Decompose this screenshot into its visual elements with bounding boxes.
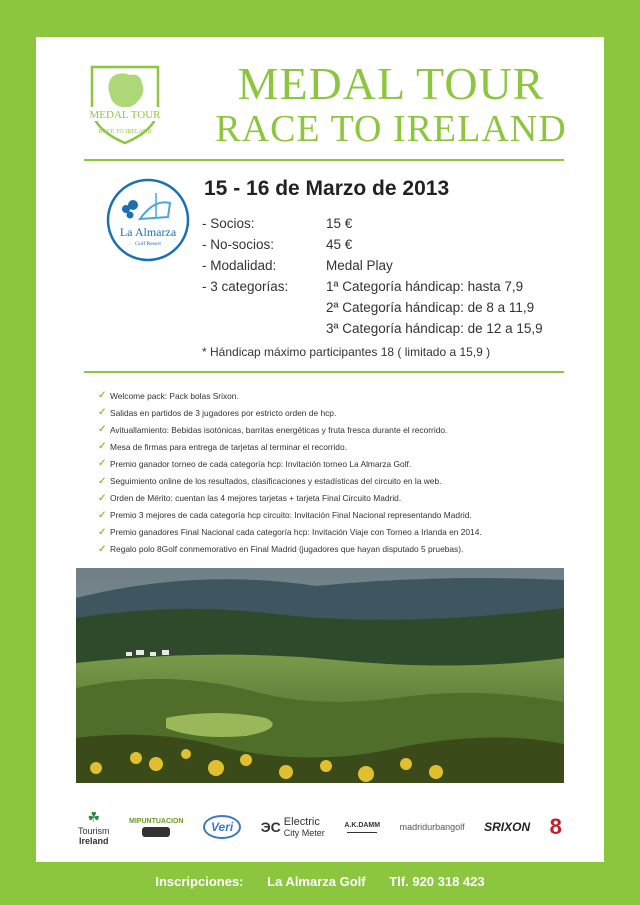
info-value: 1ª Categoría hándicap: hasta 7,9 xyxy=(326,279,524,294)
event-date: 15 - 16 de Marzo de 2013 xyxy=(204,177,450,200)
list-item: ✓ Premio ganador torneo de cada categoría hcp: Invitación torneo La Almarza Golf. xyxy=(98,458,412,470)
check-icon: ✓ xyxy=(98,407,107,419)
page-title xyxy=(186,58,596,150)
benefits-list xyxy=(98,387,482,558)
info-value: 15 € xyxy=(326,216,353,231)
srixon-logo: SRIXON xyxy=(484,820,531,834)
check-icon: ✓ xyxy=(98,441,107,453)
logo-text-top: MEDAL TOUR xyxy=(89,109,161,121)
check-icon: ✓ xyxy=(98,458,107,470)
madrid-urban-golf-logo: madridurbangolf xyxy=(399,822,465,832)
check-icon: ✓ xyxy=(98,424,107,436)
check-icon: ✓ xyxy=(98,492,107,504)
info-key: - Socios: xyxy=(202,216,255,231)
check-icon: ✓ xyxy=(98,543,107,555)
footer-bar xyxy=(0,874,640,889)
golf-course-photo xyxy=(76,568,564,783)
footer-label: Inscripciones: xyxy=(155,874,244,889)
list-item: ✓ Seguimiento online de los resultados, clasificaciones y estadísticas del circuito en la web. xyxy=(98,475,442,487)
handicap-note: * Hándicap máximo participantes 18 ( limitado a 15,9 ) xyxy=(202,345,491,359)
flyer-card xyxy=(36,37,604,862)
ak-damm-logo: A.K.DAMM xyxy=(344,822,380,833)
info-key: - No-socios: xyxy=(202,237,275,252)
mipuntuacion-logo: MIPUNTUACION xyxy=(129,818,183,837)
8golf-logo: 8 xyxy=(549,814,562,839)
info-row xyxy=(202,213,543,234)
info-row xyxy=(202,297,543,318)
list-item: ✓ Premio ganadores Final Nacional cada categoría hcp: Invitación Viaje con Torneo a Irlanda en 2014. xyxy=(98,526,482,538)
list-item: ✓ Premio 3 mejores de cada categoría hcp circuito: Invitación Final Nacional representando Madrid. xyxy=(98,509,472,521)
footer-phone: Tlf. 920 318 423 xyxy=(389,874,485,889)
info-row xyxy=(202,318,543,339)
medal-tour-logo xyxy=(82,57,168,149)
info-row xyxy=(202,234,543,255)
info-key: - 3 categorías: xyxy=(202,279,289,294)
check-icon: ✓ xyxy=(98,526,107,538)
list-item: ✓ Orden de Mérito: cuentan las 4 mejores tarjetas + tarjeta Final Circuito Madrid. xyxy=(98,492,402,504)
sponsor-strip xyxy=(76,792,564,862)
title-line-2: RACE TO IRELAND xyxy=(215,108,567,150)
info-value: 3ª Categoría hándicap: de 12 a 15,9 xyxy=(326,321,543,336)
tourism-ireland-logo: ☘ Tourism Ireland xyxy=(78,808,110,846)
club-name: La Almarza xyxy=(119,225,177,239)
info-value: Medal Play xyxy=(326,258,393,273)
la-almarza-logo xyxy=(106,173,190,267)
info-row xyxy=(202,255,543,276)
title-line-1: MEDAL TOUR xyxy=(237,58,545,109)
info-row xyxy=(202,276,543,297)
check-icon: ✓ xyxy=(98,475,107,487)
check-icon: ✓ xyxy=(98,509,107,521)
list-item: ✓ Avituallamiento: Bebidas isotónicas, barritas energéticas y fruta fresca durante el recorrido. xyxy=(98,424,448,436)
list-item: ✓ Regalo polo 8Golf conmemorativo en Final Madrid (jugadores que hayan disputado 5 pruebas). xyxy=(98,543,464,555)
veri-logo: Veri xyxy=(203,815,241,839)
event-info xyxy=(202,213,543,339)
info-value: 2ª Categoría hándicap: de 8 a 11,9 xyxy=(326,300,535,315)
info-key: - Modalidad: xyxy=(202,258,277,273)
list-item: ✓ Mesa de firmas para entrega de tarjetas al terminar el recorrido. xyxy=(98,441,347,453)
logo-text-bottom: RACE TO IRELAND xyxy=(98,129,152,135)
check-icon: ✓ xyxy=(98,390,107,402)
info-value: 45 € xyxy=(326,237,353,252)
divider-middle xyxy=(84,371,564,373)
club-subtitle: Golf Resort xyxy=(135,241,161,247)
list-item: ✓ Welcome pack: Pack bolas Srixon. xyxy=(98,390,239,402)
footer-club: La Almarza Golf xyxy=(267,874,366,889)
list-item: ✓ Salidas en partidos de 3 jugadores por estricto orden de hcp. xyxy=(98,407,337,419)
shamrock-icon: ☘ xyxy=(87,808,101,825)
divider-top xyxy=(84,159,564,161)
electric-city-meter-logo: ЭC Electric City Meter xyxy=(260,816,325,838)
